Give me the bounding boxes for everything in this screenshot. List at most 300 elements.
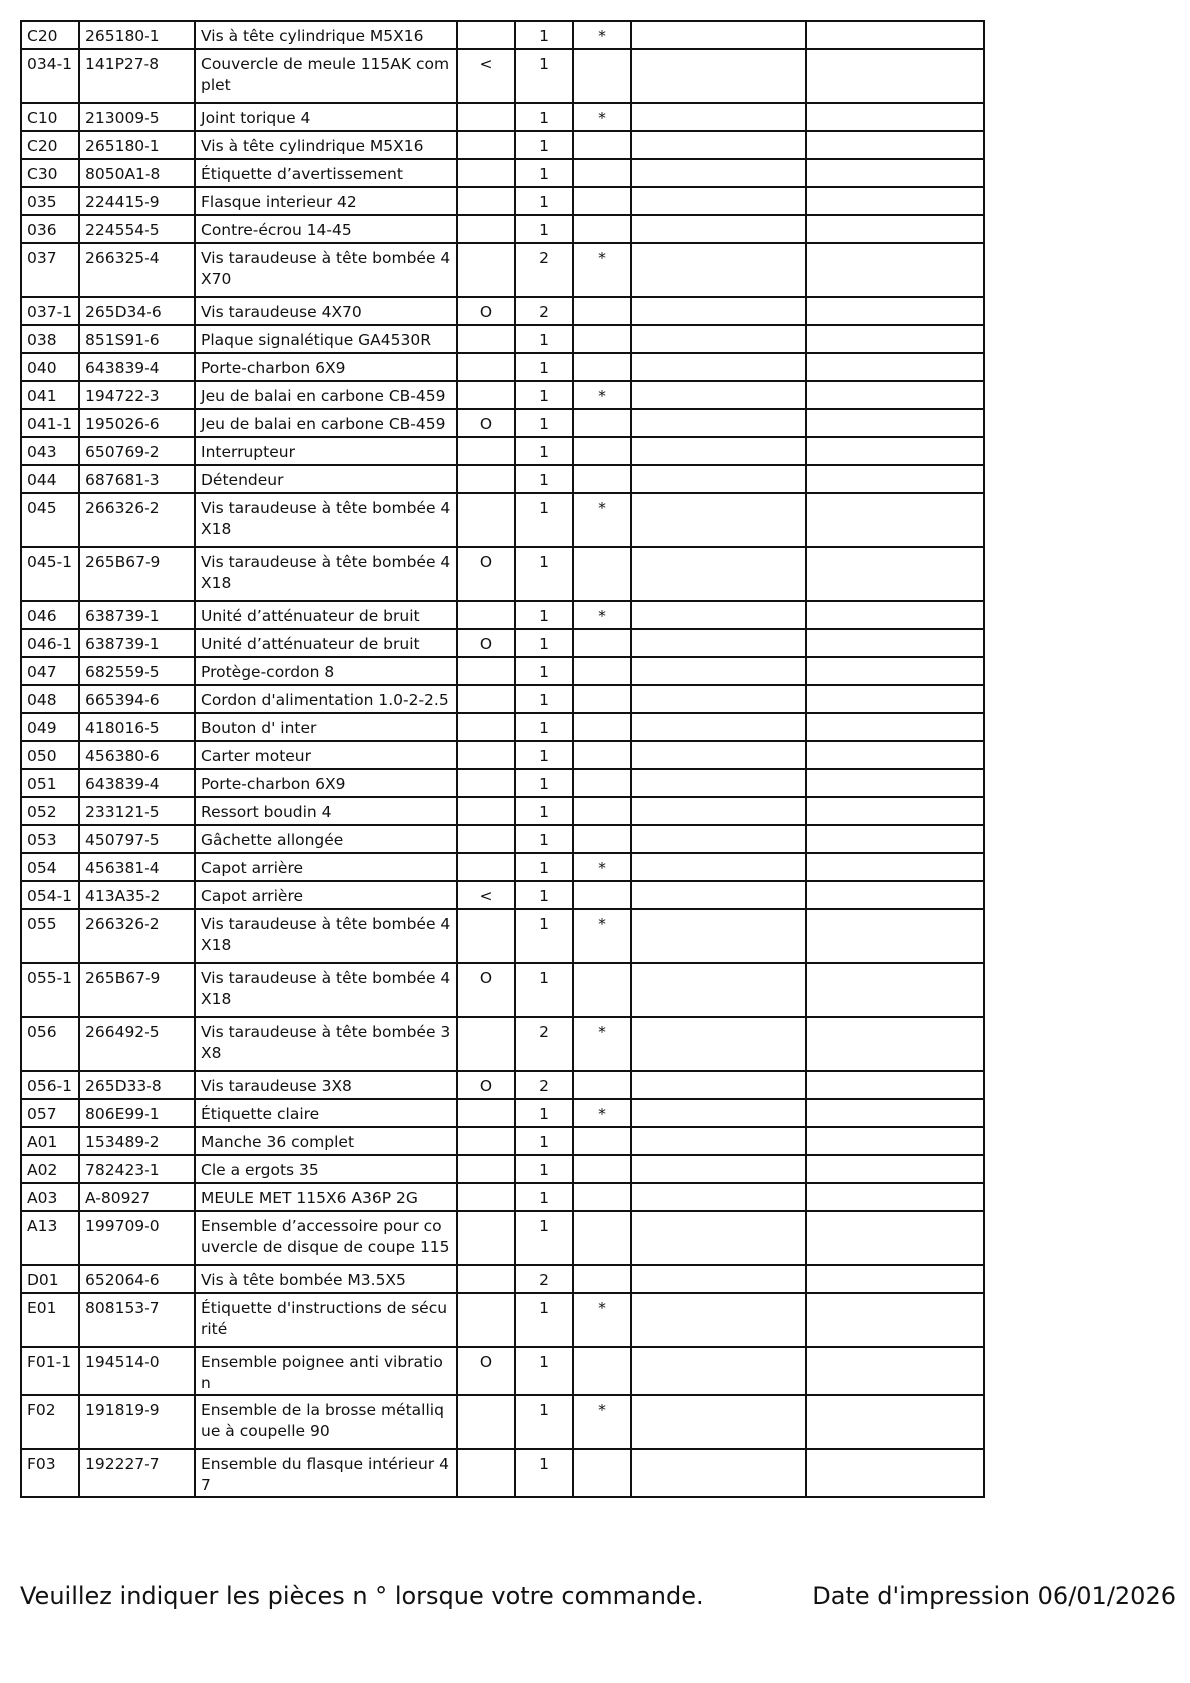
blank-cell — [806, 49, 984, 103]
description-cell: Capot arrière — [195, 853, 457, 881]
table-row — [21, 1449, 984, 1497]
item-number-cell: C20 — [21, 21, 79, 49]
description-cell: Capot arrière — [195, 881, 457, 909]
description-cell: Vis taraudeuse à tête bombée 4X70 — [195, 243, 457, 297]
part-number-cell: 141P27-8 — [79, 49, 195, 103]
note-cell — [573, 657, 631, 685]
blank-cell — [806, 685, 984, 713]
part-number-cell: 413A35-2 — [79, 881, 195, 909]
flag-cell — [457, 1293, 515, 1347]
flag-cell — [457, 1211, 515, 1265]
blank-cell — [806, 437, 984, 465]
part-number-cell: 643839-4 — [79, 769, 195, 797]
blank-cell — [631, 325, 806, 353]
description-cell: Vis à tête bombée M3.5X5 — [195, 1265, 457, 1293]
description-cell: Ensemble d’accessoire pour couvercle de disque de coupe 115 — [195, 1211, 457, 1265]
description-cell: Unité d’atténuateur de bruit — [195, 601, 457, 629]
item-number-cell: 054 — [21, 853, 79, 881]
quantity-cell: 1 — [515, 409, 573, 437]
blank-cell — [631, 493, 806, 547]
item-number-cell: 038 — [21, 325, 79, 353]
note-cell: * — [573, 103, 631, 131]
quantity-cell: 1 — [515, 49, 573, 103]
parts-table — [20, 20, 985, 1498]
table-row — [21, 741, 984, 769]
item-number-cell: 037 — [21, 243, 79, 297]
part-number-cell: 224415-9 — [79, 187, 195, 215]
blank-cell — [806, 713, 984, 741]
part-number-cell: 265D33-8 — [79, 1071, 195, 1099]
blank-cell — [631, 465, 806, 493]
blank-cell — [631, 825, 806, 853]
quantity-cell: 1 — [515, 881, 573, 909]
description-cell: Ensemble du flasque intérieur 47 — [195, 1449, 457, 1497]
item-number-cell: 034-1 — [21, 49, 79, 103]
note-cell — [573, 325, 631, 353]
item-number-cell: 043 — [21, 437, 79, 465]
flag-cell — [457, 1183, 515, 1211]
part-number-cell: 643839-4 — [79, 353, 195, 381]
quantity-cell: 2 — [515, 1265, 573, 1293]
part-number-cell: 192227-7 — [79, 1449, 195, 1497]
note-cell — [573, 131, 631, 159]
description-cell: Bouton d' inter — [195, 713, 457, 741]
blank-cell — [631, 1395, 806, 1449]
quantity-cell: 1 — [515, 215, 573, 243]
blank-cell — [806, 909, 984, 963]
quantity-cell: 1 — [515, 963, 573, 1017]
blank-cell — [806, 741, 984, 769]
part-number-cell: A-80927 — [79, 1183, 195, 1211]
part-number-cell: 450797-5 — [79, 825, 195, 853]
description-cell: Ressort boudin 4 — [195, 797, 457, 825]
description-cell: Couvercle de meule 115AK complet — [195, 49, 457, 103]
flag-cell — [457, 1127, 515, 1155]
note-cell: * — [573, 1293, 631, 1347]
part-number-cell: 650769-2 — [79, 437, 195, 465]
blank-cell — [631, 853, 806, 881]
note-cell — [573, 1127, 631, 1155]
note-cell — [573, 49, 631, 103]
note-cell — [573, 465, 631, 493]
description-cell: Vis taraudeuse à tête bombée 3X8 — [195, 1017, 457, 1071]
description-cell: Vis taraudeuse 3X8 — [195, 1071, 457, 1099]
table-row — [21, 1183, 984, 1211]
description-cell: Étiquette claire — [195, 1099, 457, 1127]
table-row — [21, 1017, 984, 1071]
print-date: Date d'impression 06/01/2026 — [812, 1582, 1176, 1610]
item-number-cell: F01-1 — [21, 1347, 79, 1395]
flag-cell: O — [457, 629, 515, 657]
flag-cell — [457, 159, 515, 187]
description-cell: Vis taraudeuse à tête bombée 4X18 — [195, 909, 457, 963]
item-number-cell: 055-1 — [21, 963, 79, 1017]
note-cell: * — [573, 243, 631, 297]
table-row — [21, 713, 984, 741]
description-cell: Gâchette allongée — [195, 825, 457, 853]
blank-cell — [631, 1183, 806, 1211]
quantity-cell: 1 — [515, 159, 573, 187]
note-cell: * — [573, 493, 631, 547]
part-number-cell: 456380-6 — [79, 741, 195, 769]
blank-cell — [631, 353, 806, 381]
quantity-cell: 1 — [515, 1127, 573, 1155]
part-number-cell: 199709-0 — [79, 1211, 195, 1265]
item-number-cell: C20 — [21, 131, 79, 159]
item-number-cell: 049 — [21, 713, 79, 741]
table-row — [21, 881, 984, 909]
flag-cell — [457, 601, 515, 629]
blank-cell — [806, 1071, 984, 1099]
table-row — [21, 325, 984, 353]
note-cell — [573, 353, 631, 381]
blank-cell — [631, 49, 806, 103]
description-cell: Vis taraudeuse 4X70 — [195, 297, 457, 325]
description-cell: Protège-cordon 8 — [195, 657, 457, 685]
flag-cell: < — [457, 49, 515, 103]
blank-cell — [806, 601, 984, 629]
item-number-cell: D01 — [21, 1265, 79, 1293]
blank-cell — [806, 1211, 984, 1265]
flag-cell — [457, 657, 515, 685]
quantity-cell: 1 — [515, 103, 573, 131]
blank-cell — [631, 963, 806, 1017]
part-number-cell: 266326-2 — [79, 909, 195, 963]
blank-cell — [631, 159, 806, 187]
part-number-cell: 665394-6 — [79, 685, 195, 713]
flag-cell — [457, 353, 515, 381]
quantity-cell: 1 — [515, 1293, 573, 1347]
part-number-cell: 265B67-9 — [79, 547, 195, 601]
quantity-cell: 1 — [515, 713, 573, 741]
blank-cell — [806, 103, 984, 131]
table-row — [21, 909, 984, 963]
quantity-cell: 1 — [515, 769, 573, 797]
part-number-cell: 265180-1 — [79, 131, 195, 159]
description-cell: Vis à tête cylindrique M5X16 — [195, 131, 457, 159]
note-cell — [573, 1265, 631, 1293]
table-row — [21, 657, 984, 685]
note-cell — [573, 437, 631, 465]
table-row — [21, 685, 984, 713]
table-row — [21, 1155, 984, 1183]
part-number-cell: 195026-6 — [79, 409, 195, 437]
blank-cell — [631, 187, 806, 215]
note-cell: * — [573, 1099, 631, 1127]
blank-cell — [806, 409, 984, 437]
blank-cell — [631, 547, 806, 601]
part-number-cell: 418016-5 — [79, 713, 195, 741]
quantity-cell: 1 — [515, 381, 573, 409]
flag-cell — [457, 853, 515, 881]
blank-cell — [631, 1265, 806, 1293]
blank-cell — [631, 1099, 806, 1127]
blank-cell — [806, 187, 984, 215]
description-cell: Jeu de balai en carbone CB-459 — [195, 409, 457, 437]
blank-cell — [631, 797, 806, 825]
flag-cell: O — [457, 963, 515, 1017]
part-number-cell: 682559-5 — [79, 657, 195, 685]
table-row — [21, 215, 984, 243]
table-row — [21, 629, 984, 657]
flag-cell — [457, 825, 515, 853]
part-number-cell: 806E99-1 — [79, 1099, 195, 1127]
part-number-cell: 652064-6 — [79, 1265, 195, 1293]
description-cell: Joint torique 4 — [195, 103, 457, 131]
part-number-cell: 782423-1 — [79, 1155, 195, 1183]
quantity-cell: 1 — [515, 853, 573, 881]
note-cell — [573, 409, 631, 437]
item-number-cell: 040 — [21, 353, 79, 381]
table-row — [21, 601, 984, 629]
quantity-cell: 1 — [515, 325, 573, 353]
blank-cell — [631, 1155, 806, 1183]
note-cell — [573, 825, 631, 853]
blank-cell — [631, 1449, 806, 1497]
blank-cell — [806, 131, 984, 159]
quantity-cell: 1 — [515, 547, 573, 601]
blank-cell — [806, 881, 984, 909]
flag-cell — [457, 103, 515, 131]
quantity-cell: 1 — [515, 1211, 573, 1265]
table-row — [21, 187, 984, 215]
part-number-cell: 638739-1 — [79, 629, 195, 657]
table-row — [21, 353, 984, 381]
item-number-cell: 048 — [21, 685, 79, 713]
note-cell: * — [573, 1395, 631, 1449]
description-cell: Flasque interieur 42 — [195, 187, 457, 215]
flag-cell — [457, 215, 515, 243]
item-number-cell: 046 — [21, 601, 79, 629]
part-number-cell: 265B67-9 — [79, 963, 195, 1017]
description-cell: Vis taraudeuse à tête bombée 4X18 — [195, 963, 457, 1017]
quantity-cell: 1 — [515, 1099, 573, 1127]
quantity-cell: 1 — [515, 657, 573, 685]
item-number-cell: F03 — [21, 1449, 79, 1497]
item-number-cell: 045 — [21, 493, 79, 547]
note-cell: * — [573, 601, 631, 629]
part-number-cell: 224554-5 — [79, 215, 195, 243]
flag-cell — [457, 187, 515, 215]
table-row — [21, 1071, 984, 1099]
table-row — [21, 437, 984, 465]
quantity-cell: 2 — [515, 1071, 573, 1099]
description-cell: Porte-charbon 6X9 — [195, 769, 457, 797]
table-row — [21, 159, 984, 187]
description-cell: Plaque signalétique GA4530R — [195, 325, 457, 353]
quantity-cell: 1 — [515, 21, 573, 49]
quantity-cell: 1 — [515, 187, 573, 215]
note-cell — [573, 547, 631, 601]
quantity-cell: 1 — [515, 741, 573, 769]
item-number-cell: C10 — [21, 103, 79, 131]
description-cell: Étiquette d’avertissement — [195, 159, 457, 187]
item-number-cell: C30 — [21, 159, 79, 187]
blank-cell — [631, 881, 806, 909]
flag-cell — [457, 131, 515, 159]
description-cell: Vis taraudeuse à tête bombée 4X18 — [195, 547, 457, 601]
blank-cell — [806, 297, 984, 325]
quantity-cell: 1 — [515, 353, 573, 381]
item-number-cell: 056 — [21, 1017, 79, 1071]
table-row — [21, 493, 984, 547]
quantity-cell: 1 — [515, 437, 573, 465]
quantity-cell: 1 — [515, 493, 573, 547]
blank-cell — [806, 1155, 984, 1183]
blank-cell — [806, 1127, 984, 1155]
description-cell: Porte-charbon 6X9 — [195, 353, 457, 381]
blank-cell — [806, 1017, 984, 1071]
part-number-cell: 8050A1-8 — [79, 159, 195, 187]
table-row — [21, 1293, 984, 1347]
blank-cell — [806, 465, 984, 493]
blank-cell — [806, 493, 984, 547]
blank-cell — [631, 713, 806, 741]
item-number-cell: A13 — [21, 1211, 79, 1265]
item-number-cell: F02 — [21, 1395, 79, 1449]
part-number-cell: 851S91-6 — [79, 325, 195, 353]
table-row — [21, 1265, 984, 1293]
blank-cell — [631, 381, 806, 409]
flag-cell — [457, 685, 515, 713]
flag-cell — [457, 1099, 515, 1127]
note-cell — [573, 741, 631, 769]
parts-table-body — [21, 21, 984, 1497]
blank-cell — [631, 1017, 806, 1071]
flag-cell — [457, 797, 515, 825]
flag-cell: O — [457, 409, 515, 437]
quantity-cell: 1 — [515, 825, 573, 853]
part-number-cell: 265D34-6 — [79, 297, 195, 325]
item-number-cell: 053 — [21, 825, 79, 853]
blank-cell — [631, 769, 806, 797]
flag-cell — [457, 493, 515, 547]
flag-cell: O — [457, 547, 515, 601]
blank-cell — [631, 21, 806, 49]
item-number-cell: A02 — [21, 1155, 79, 1183]
blank-cell — [631, 1211, 806, 1265]
blank-cell — [806, 825, 984, 853]
quantity-cell: 2 — [515, 1017, 573, 1071]
description-cell: Ensemble de la brosse métallique à coupelle 90 — [195, 1395, 457, 1449]
table-row — [21, 1395, 984, 1449]
blank-cell — [631, 657, 806, 685]
flag-cell — [457, 21, 515, 49]
description-cell: Vis à tête cylindrique M5X16 — [195, 21, 457, 49]
flag-cell — [457, 1265, 515, 1293]
description-cell: Interrupteur — [195, 437, 457, 465]
description-cell: Détendeur — [195, 465, 457, 493]
item-number-cell: 050 — [21, 741, 79, 769]
table-row — [21, 49, 984, 103]
table-row — [21, 465, 984, 493]
part-number-cell: 265180-1 — [79, 21, 195, 49]
quantity-cell: 2 — [515, 243, 573, 297]
note-cell — [573, 1183, 631, 1211]
blank-cell — [806, 547, 984, 601]
table-row — [21, 103, 984, 131]
table-row — [21, 1347, 984, 1395]
item-number-cell: 056-1 — [21, 1071, 79, 1099]
blank-cell — [631, 685, 806, 713]
flag-cell: < — [457, 881, 515, 909]
blank-cell — [806, 243, 984, 297]
flag-cell: O — [457, 1071, 515, 1099]
note-cell: * — [573, 381, 631, 409]
quantity-cell: 1 — [515, 1155, 573, 1183]
description-cell: Manche 36 complet — [195, 1127, 457, 1155]
description-cell: Cle a ergots 35 — [195, 1155, 457, 1183]
blank-cell — [631, 741, 806, 769]
blank-cell — [631, 215, 806, 243]
quantity-cell: 1 — [515, 131, 573, 159]
note-cell — [573, 797, 631, 825]
blank-cell — [631, 1347, 806, 1395]
table-row — [21, 825, 984, 853]
blank-cell — [631, 297, 806, 325]
table-row — [21, 1099, 984, 1127]
blank-cell — [806, 629, 984, 657]
part-number-cell: 266492-5 — [79, 1017, 195, 1071]
part-number-cell: 266326-2 — [79, 493, 195, 547]
flag-cell — [457, 381, 515, 409]
blank-cell — [631, 103, 806, 131]
flag-cell — [457, 769, 515, 797]
blank-cell — [806, 769, 984, 797]
note-cell — [573, 1449, 631, 1497]
table-row — [21, 381, 984, 409]
blank-cell — [806, 1265, 984, 1293]
part-number-cell: 191819-9 — [79, 1395, 195, 1449]
blank-cell — [806, 21, 984, 49]
item-number-cell: 041-1 — [21, 409, 79, 437]
item-number-cell: 046-1 — [21, 629, 79, 657]
blank-cell — [806, 797, 984, 825]
item-number-cell: A03 — [21, 1183, 79, 1211]
part-number-cell: 194514-0 — [79, 1347, 195, 1395]
note-cell — [573, 187, 631, 215]
blank-cell — [806, 215, 984, 243]
quantity-cell: 1 — [515, 465, 573, 493]
table-row — [21, 769, 984, 797]
part-number-cell: 687681-3 — [79, 465, 195, 493]
table-row — [21, 297, 984, 325]
quantity-cell: 1 — [515, 1347, 573, 1395]
description-cell: Contre-écrou 14-45 — [195, 215, 457, 243]
table-row — [21, 21, 984, 49]
flag-cell — [457, 741, 515, 769]
part-number-cell: 153489-2 — [79, 1127, 195, 1155]
blank-cell — [631, 437, 806, 465]
blank-cell — [806, 381, 984, 409]
item-number-cell: 051 — [21, 769, 79, 797]
note-cell — [573, 629, 631, 657]
quantity-cell: 1 — [515, 629, 573, 657]
blank-cell — [806, 657, 984, 685]
item-number-cell: 035 — [21, 187, 79, 215]
blank-cell — [806, 1099, 984, 1127]
blank-cell — [631, 909, 806, 963]
note-cell — [573, 1347, 631, 1395]
item-number-cell: E01 — [21, 1293, 79, 1347]
blank-cell — [631, 1071, 806, 1099]
table-row — [21, 797, 984, 825]
note-cell — [573, 297, 631, 325]
table-row — [21, 963, 984, 1017]
flag-cell — [457, 909, 515, 963]
item-number-cell: 054-1 — [21, 881, 79, 909]
flag-cell — [457, 1017, 515, 1071]
